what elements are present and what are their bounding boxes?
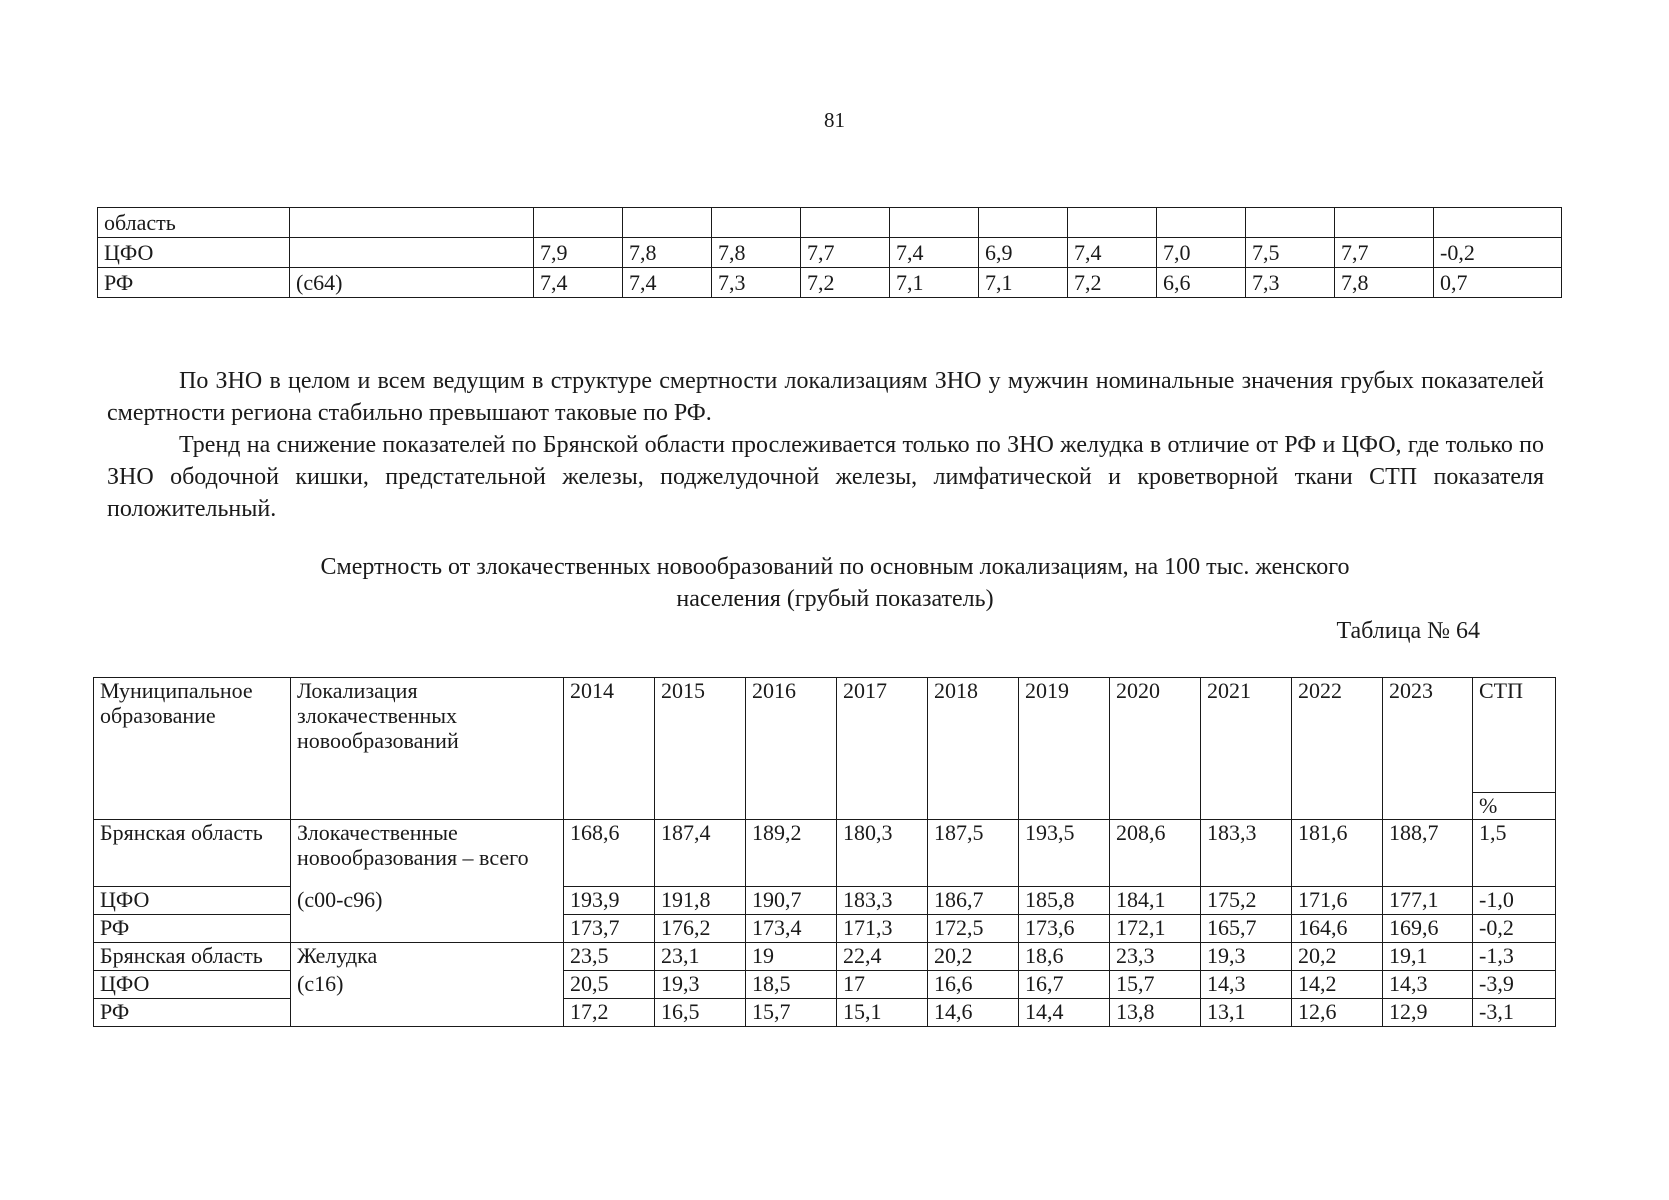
- value-cell: 20,2: [928, 943, 1019, 971]
- value-cell: 17: [837, 971, 928, 999]
- value-cell: 7,1: [979, 268, 1068, 298]
- value-cell: [534, 208, 623, 238]
- value-cell: 6,6: [1157, 268, 1246, 298]
- page-number: 81: [824, 108, 845, 132]
- value-cell: [1335, 208, 1434, 238]
- header-year: 2023: [1383, 678, 1473, 820]
- table-row: [94, 943, 1556, 971]
- caption-line: Смертность от злокачественных новообразований по основным локализациям, на 100 тыс. женского: [320, 554, 1350, 580]
- region-cell: область: [98, 208, 290, 238]
- value-cell: 172,1: [1110, 915, 1201, 943]
- value-cell: [979, 208, 1068, 238]
- value-cell: 7,7: [801, 238, 890, 268]
- value-cell: 12,9: [1383, 999, 1473, 1027]
- value-cell: 19,3: [1201, 943, 1292, 971]
- value-cell: 17,2: [564, 999, 655, 1027]
- value-cell: 7,4: [1068, 238, 1157, 268]
- value-cell: [1068, 208, 1157, 238]
- table-caption: [150, 551, 1520, 615]
- header-stp-unit: %: [1473, 793, 1556, 820]
- value-cell: 20,2: [1292, 943, 1383, 971]
- value-cell: 13,8: [1110, 999, 1201, 1027]
- header-year: 2018: [928, 678, 1019, 820]
- header-year: 2015: [655, 678, 746, 820]
- value-cell: 20,5: [564, 971, 655, 999]
- table-row: [98, 208, 1562, 238]
- value-cell: 22,4: [837, 943, 928, 971]
- localization-name-cell: Желудка: [291, 943, 564, 971]
- region-cell: Брянская область: [94, 943, 291, 971]
- code-cell: (с64): [290, 268, 534, 298]
- value-cell: 193,5: [1019, 820, 1110, 887]
- continued-table: [97, 207, 1562, 298]
- value-cell: 6,9: [979, 238, 1068, 268]
- value-cell: 15,1: [837, 999, 928, 1027]
- value-cell: 173,7: [564, 915, 655, 943]
- value-cell: 171,6: [1292, 887, 1383, 915]
- value-cell: [623, 208, 712, 238]
- value-cell: 7,4: [890, 238, 979, 268]
- value-cell: 165,7: [1201, 915, 1292, 943]
- value-cell: 23,5: [564, 943, 655, 971]
- value-cell: 23,1: [655, 943, 746, 971]
- value-cell: 14,4: [1019, 999, 1110, 1027]
- table-number-label: Таблица № 64: [1336, 618, 1480, 644]
- stp-cell: 0,7: [1434, 268, 1562, 298]
- header-municipality: Муниципальное образование: [94, 678, 291, 820]
- value-cell: 7,2: [1068, 268, 1157, 298]
- value-cell: [712, 208, 801, 238]
- value-cell: 15,7: [746, 999, 837, 1027]
- value-cell: 7,3: [712, 268, 801, 298]
- code-cell: [290, 238, 534, 268]
- value-cell: 7,2: [801, 268, 890, 298]
- value-cell: 185,8: [1019, 887, 1110, 915]
- value-cell: 188,7: [1383, 820, 1473, 887]
- stp-cell: -0,2: [1473, 915, 1556, 943]
- value-cell: 7,5: [1246, 238, 1335, 268]
- header-year: 2022: [1292, 678, 1383, 820]
- value-cell: 14,3: [1201, 971, 1292, 999]
- value-cell: 19,3: [655, 971, 746, 999]
- code-cell: [290, 208, 534, 238]
- value-cell: [801, 208, 890, 238]
- value-cell: 176,2: [655, 915, 746, 943]
- localization-name-cell: Злокачественные новообразования – всего: [291, 820, 564, 887]
- value-cell: 183,3: [837, 887, 928, 915]
- header-localization: Локализация злокачественных новообразований: [291, 678, 564, 820]
- region-cell: Брянская область: [94, 820, 291, 887]
- region-cell: РФ: [98, 268, 290, 298]
- value-cell: 7,8: [1335, 268, 1434, 298]
- value-cell: 7,1: [890, 268, 979, 298]
- value-cell: 15,7: [1110, 971, 1201, 999]
- value-cell: 168,6: [564, 820, 655, 887]
- value-cell: 7,8: [712, 238, 801, 268]
- region-cell: ЦФО: [94, 971, 291, 999]
- header-year: 2017: [837, 678, 928, 820]
- value-cell: 187,5: [928, 820, 1019, 887]
- value-cell: 16,6: [928, 971, 1019, 999]
- region-cell: РФ: [94, 915, 291, 943]
- value-cell: 14,2: [1292, 971, 1383, 999]
- value-cell: 180,3: [837, 820, 928, 887]
- region-cell: РФ: [94, 999, 291, 1027]
- value-cell: 187,4: [655, 820, 746, 887]
- value-cell: 175,2: [1201, 887, 1292, 915]
- header-year: 2019: [1019, 678, 1110, 820]
- value-cell: 193,9: [564, 887, 655, 915]
- value-cell: 7,8: [623, 238, 712, 268]
- stp-cell: -1,0: [1473, 887, 1556, 915]
- value-cell: 173,4: [746, 915, 837, 943]
- stp-cell: -3,1: [1473, 999, 1556, 1027]
- value-cell: [1246, 208, 1335, 238]
- value-cell: 208,6: [1110, 820, 1201, 887]
- paragraph: По ЗНО в целом и всем ведущим в структуре смертности локализациям ЗНО у мужчин номинальные значения грубых показателей смертности региона стабильно превышают таковые по РФ.: [107, 368, 1544, 426]
- value-cell: 16,7: [1019, 971, 1110, 999]
- header-year: 2016: [746, 678, 837, 820]
- caption-line: населения (грубый показатель): [676, 586, 994, 612]
- value-cell: 186,7: [928, 887, 1019, 915]
- header-year: 2014: [564, 678, 655, 820]
- stp-cell: -1,3: [1473, 943, 1556, 971]
- value-cell: 7,7: [1335, 238, 1434, 268]
- mortality-table: [93, 677, 1556, 1027]
- value-cell: 183,3: [1201, 820, 1292, 887]
- value-cell: 169,6: [1383, 915, 1473, 943]
- value-cell: 18,5: [746, 971, 837, 999]
- table-row: [94, 820, 1556, 887]
- value-cell: 12,6: [1292, 999, 1383, 1027]
- value-cell: 177,1: [1383, 887, 1473, 915]
- value-cell: 16,5: [655, 999, 746, 1027]
- value-cell: 19,1: [1383, 943, 1473, 971]
- region-cell: ЦФО: [94, 887, 291, 915]
- localization-code-cell: (с00-с96): [291, 887, 564, 943]
- stp-cell: -3,9: [1473, 971, 1556, 999]
- value-cell: 172,5: [928, 915, 1019, 943]
- value-cell: 164,6: [1292, 915, 1383, 943]
- value-cell: 7,4: [534, 268, 623, 298]
- value-cell: 189,2: [746, 820, 837, 887]
- value-cell: 184,1: [1110, 887, 1201, 915]
- value-cell: 7,9: [534, 238, 623, 268]
- table-row: [94, 887, 1556, 915]
- value-cell: 173,6: [1019, 915, 1110, 943]
- body-text: [107, 365, 1544, 525]
- value-cell: 18,6: [1019, 943, 1110, 971]
- value-cell: 23,3: [1110, 943, 1201, 971]
- header-year: 2021: [1201, 678, 1292, 820]
- table-row: [98, 268, 1562, 298]
- value-cell: 7,3: [1246, 268, 1335, 298]
- value-cell: 19: [746, 943, 837, 971]
- value-cell: 7,4: [623, 268, 712, 298]
- value-cell: 14,6: [928, 999, 1019, 1027]
- stp-cell: -0,2: [1434, 238, 1562, 268]
- region-cell: ЦФО: [98, 238, 290, 268]
- value-cell: 7,0: [1157, 238, 1246, 268]
- header-stp: СТП: [1473, 678, 1556, 793]
- value-cell: [890, 208, 979, 238]
- stp-cell: 1,5: [1473, 820, 1556, 887]
- value-cell: 181,6: [1292, 820, 1383, 887]
- value-cell: 171,3: [837, 915, 928, 943]
- paragraph: Тренд на снижение показателей по Брянской области прослеживается только по ЗНО желудка в отличие от РФ и ЦФО, где только по ЗНО ободочной кишки, предстательной железы, поджелудочной железы, лимфатической и кроветворной ткани СТП показателя положительный.: [107, 432, 1544, 522]
- header-row: [94, 678, 1556, 793]
- table-row: [98, 238, 1562, 268]
- localization-code-cell: (с16): [291, 971, 564, 1027]
- value-cell: 13,1: [1201, 999, 1292, 1027]
- value-cell: 191,8: [655, 887, 746, 915]
- value-cell: 190,7: [746, 887, 837, 915]
- table-row: [94, 971, 1556, 999]
- value-cell: [1157, 208, 1246, 238]
- stp-cell: [1434, 208, 1562, 238]
- value-cell: 14,3: [1383, 971, 1473, 999]
- header-year: 2020: [1110, 678, 1201, 820]
